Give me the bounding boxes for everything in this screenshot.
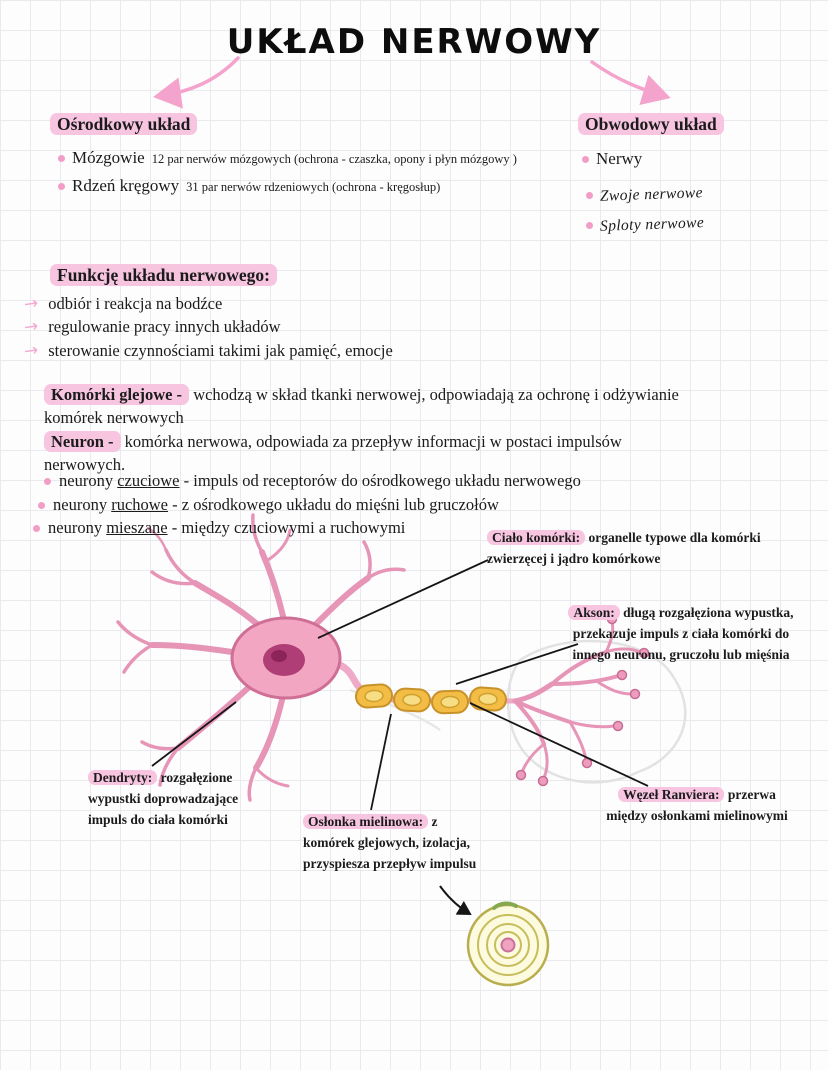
neuron-type-kind: czuciowe xyxy=(117,471,180,490)
neuron-type-kind: mieszane xyxy=(106,518,168,537)
neuron-type-sensory xyxy=(44,471,581,491)
neuron-term: Neuron - xyxy=(44,431,121,452)
peripheral-list-item-nerves xyxy=(582,149,642,169)
bullet-icon xyxy=(582,156,589,163)
central-item-term: Mózgowie xyxy=(72,148,145,167)
dendrites-text: rozgałęzione wypustki doprowadzające impuls do ciała komórki xyxy=(88,770,239,827)
dendrites-term: Dendryty: xyxy=(88,770,157,785)
bullet-icon xyxy=(586,222,593,229)
myelin-text: z komórek glejowych, izolacja, przyspiesza przepływ impulsu xyxy=(303,814,477,871)
function-list-item xyxy=(24,341,393,361)
function-list-item xyxy=(24,317,281,337)
neuron-type-rest: - impuls od receptorów do ośrodkowego układu nerwowego xyxy=(179,471,581,490)
function-item-text: sterowanie czynnościami takimi jak pamięć, emocje xyxy=(48,341,393,360)
function-item-text: odbiór i reakcja na bodźce xyxy=(48,294,223,313)
arrow-icon: → xyxy=(22,340,40,362)
bullet-icon xyxy=(44,478,51,485)
bullet-icon xyxy=(58,155,65,162)
neuron-type-prefix: neurony xyxy=(48,518,107,537)
cell-body-term: Ciało komórki: xyxy=(487,530,585,545)
peripheral-item-handwritten: Zwoje nerwowe xyxy=(599,184,704,205)
bullet-icon xyxy=(38,502,45,509)
neuron-type-prefix: neurony xyxy=(59,471,118,490)
myelin-cross-section-drawing xyxy=(468,904,548,985)
definitions-paragraph xyxy=(44,383,699,477)
glial-cells-term: Komórki glejowe - xyxy=(44,384,189,405)
peripheral-item-handwritten: Sploty nerwowe xyxy=(599,214,705,235)
central-item-term: Rdzeń kręgowy xyxy=(72,176,180,195)
neuron-type-mixed xyxy=(33,518,405,538)
peripheral-list-item-ganglia xyxy=(586,186,703,204)
arrow-icon: → xyxy=(22,293,40,315)
cross-section-arrow-icon xyxy=(440,886,470,914)
neuron-type-motor xyxy=(38,495,499,515)
label-axon xyxy=(565,603,797,666)
neuron-type-prefix: neurony xyxy=(53,495,112,514)
central-list-item-brain xyxy=(58,148,517,168)
ranvier-term: Węzeł Ranviera: xyxy=(618,787,724,802)
bullet-icon xyxy=(586,192,593,199)
neuron-type-rest: - między czuciowymi a ruchowymi xyxy=(167,518,406,537)
function-item-text: regulowanie pracy innych układów xyxy=(48,317,281,336)
bullet-icon xyxy=(33,525,40,532)
peripheral-section-heading-text: Obwodowy układ xyxy=(578,113,724,135)
central-section-heading xyxy=(50,114,197,135)
neuron-type-text xyxy=(53,495,499,515)
axon-term: Akson: xyxy=(568,605,619,620)
neuron-type-text xyxy=(59,471,581,491)
axon-text: długą rozgałęziona wypustka, przekazuje impuls z ciała komórki do innego neuronu, gruczołu lub mięśnia xyxy=(572,605,794,662)
peripheral-item-text: Nerwy xyxy=(596,149,643,168)
title-arrow-right-icon xyxy=(592,62,664,96)
title-arrow-left-icon xyxy=(160,58,238,96)
central-item-detail: 12 par nerwów mózgowych (ochrona - czaszka, opony i płyn mózgowy ) xyxy=(151,152,517,166)
neuron-type-rest: - z ośrodkowego układu do mięśni lub gruczołów xyxy=(168,495,499,514)
page-title: UKŁAD NERWOWY xyxy=(226,22,602,62)
arrow-icon: → xyxy=(22,316,40,338)
neuron-type-text xyxy=(48,518,405,538)
neuron-text: komórka nerwowa, odpowiada za przepływ informacji w postaci impulsów nerwowych. xyxy=(44,431,622,475)
neuron-type-kind: ruchowe xyxy=(111,495,169,514)
cell-body-text: organelle typowe dla komórki zwierzęcej i jądro komórkowe xyxy=(487,530,761,566)
function-list-item xyxy=(24,294,222,314)
myelin-term: Osłonka mielinowa: xyxy=(303,814,428,829)
glial-cells-text: wchodzą w skład tkanki nerwowej, odpowiadają za ochronę i odżywianie komórek nerwowych xyxy=(44,385,679,428)
central-section-heading-text: Ośrodkowy układ xyxy=(50,113,197,135)
label-dendrites xyxy=(88,768,256,831)
central-list-item-spinal-cord xyxy=(58,176,440,196)
peripheral-section-heading xyxy=(578,114,724,135)
ranvier-text: przerwa między osłonkami mielinowymi xyxy=(606,787,788,823)
central-item-detail: 31 par nerwów rdzeniowych (ochrona - kręgosłup) xyxy=(186,180,441,194)
peripheral-list-item-plexuses xyxy=(586,216,704,234)
functions-section-heading-text: Funkcję układu nerwowego: xyxy=(50,264,277,286)
functions-section-heading xyxy=(50,265,277,286)
label-myelin-sheath xyxy=(303,812,481,875)
label-node-of-ranvier xyxy=(598,785,796,827)
cell-body-drawing xyxy=(232,618,340,698)
bullet-icon xyxy=(58,183,65,190)
label-cell-body xyxy=(487,528,805,570)
